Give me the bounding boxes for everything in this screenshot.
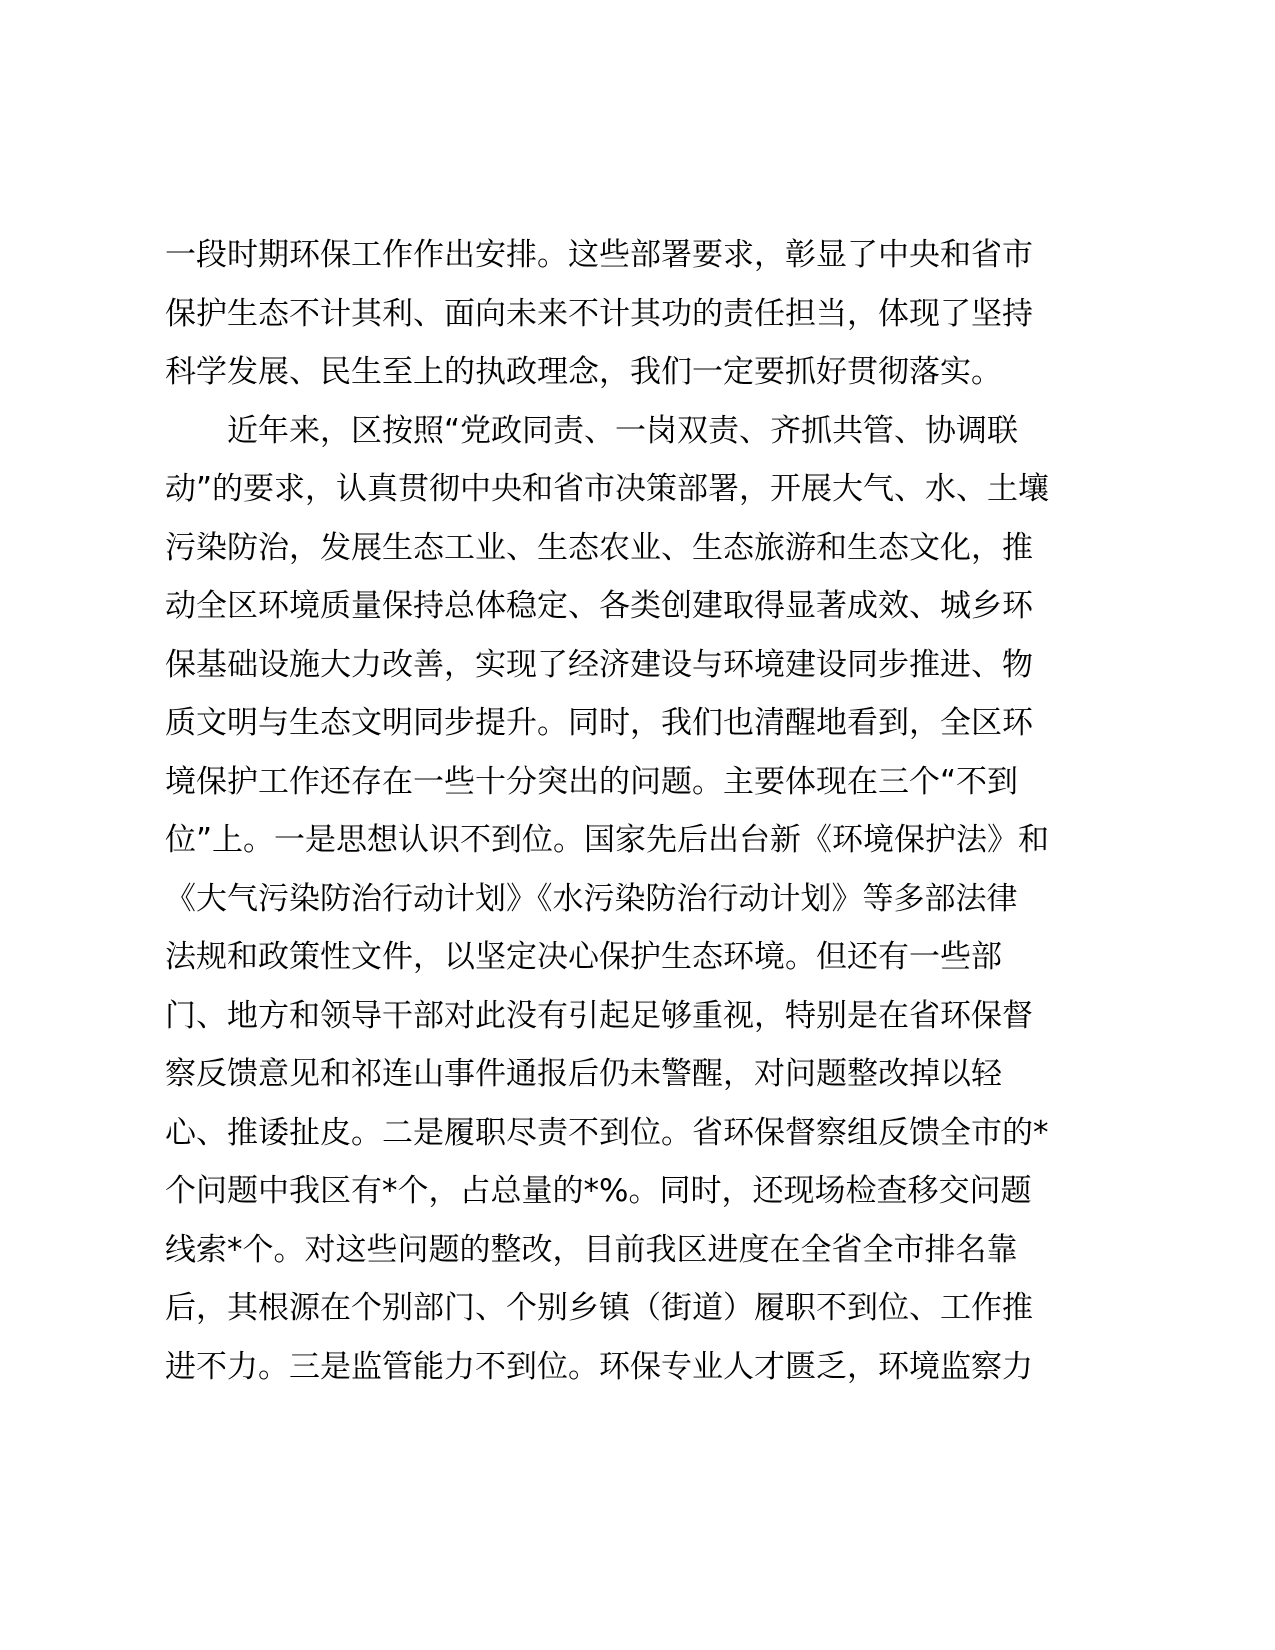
text-line-8: 保基础设施大力改善，实现了经济建设与环境建设同步推进、物 xyxy=(165,646,1033,683)
text-line-13: 法规和政策性文件，以坚定决心保护生态环境。但还有一些部 xyxy=(165,939,1002,975)
text-line-16: 心、推诿扯皮。二是履职尽责不到位。省环保督察组反馈全市的* xyxy=(165,1114,1049,1151)
text-line-14: 门、地方和领导干部对此没有引起足够重视，特别是在省环保督 xyxy=(165,997,1033,1034)
text-line-19: 后，其根源在个别部门、个别乡镇（街道）履职不到位、工作推 xyxy=(165,1290,1033,1326)
text-line-11: 位”上。一是思想认识不到位。国家先后出台新《环境保护法》和 xyxy=(165,822,1050,858)
text-line-1: 一段时期环保工作作出安排。这些部署要求，彰显了中央和省市 xyxy=(165,237,1033,273)
text-line-5: 动”的要求，认真贯彻中央和省市决策部署，开展大气、水、土壤 xyxy=(165,471,1050,507)
text-line-15: 察反馈意见和祁连山事件通报后仍未警醒，对问题整改掉以轻 xyxy=(165,1056,1002,1092)
text-line-3: 科学发展、民生至上的执政理念，我们一定要抓好贯彻落实。 xyxy=(165,354,1002,390)
text-line-7: 动全区环境质量保持总体稳定、各类创建取得显著成效、城乡环 xyxy=(165,588,1033,624)
text-line-12: 《大气污染防治行动计划》《水污染防治行动计划》等多部法律 xyxy=(165,880,1018,917)
text-line-9: 质文明与生态文明同步提升。同时，我们也清醒地看到，全区环 xyxy=(165,705,1033,741)
text-line-4: 近年来，区按照“党政同责、一岗双责、齐抓共管、协调联 xyxy=(227,412,1019,449)
text-line-18: 线索*个。对这些问题的整改，目前我区进度在全省全市排名靠 xyxy=(165,1231,1018,1268)
body-text xyxy=(165,226,1125,1396)
text-line-20: 进不力。三是监管能力不到位。环保专业人才匮乏，环境监察力 xyxy=(165,1348,1033,1385)
text-line-10: 境保护工作还存在一些十分突出的问题。主要体现在三个“不到 xyxy=(165,763,1019,800)
text-line-2: 保护生态不计其利、面向未来不计其功的责任担当，体现了坚持 xyxy=(165,295,1033,332)
text-line-17: 个问题中我区有*个，占总量的*%。同时，还现场检查移交问题 xyxy=(165,1173,1032,1209)
text-line-6: 污染防治，发展生态工业、生态农业、生态旅游和生态文化，推 xyxy=(165,529,1033,566)
